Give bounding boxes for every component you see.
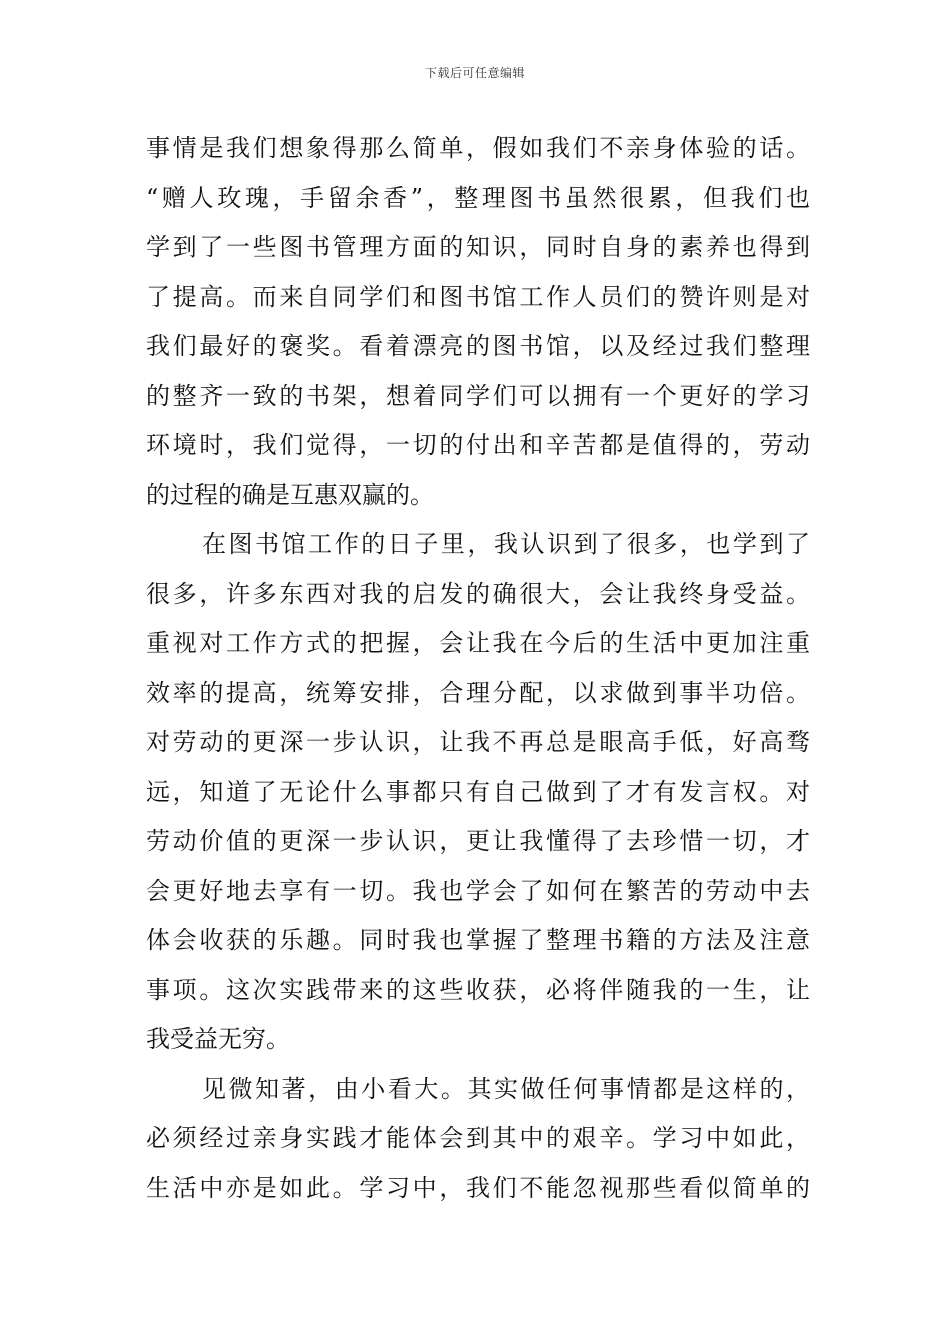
text-line: 我受益无穷。 [146, 1025, 290, 1053]
text-line: 的整齐一致的书架，想着同学们可以拥有一个更好的学习 [146, 381, 810, 410]
text-line: 学到了一些图书管理方面的知识，同时自身的素养也得到 [146, 233, 810, 261]
text-line: 会更好地去享有一切。我也学会了如何在繁苦的劳动中去 [146, 876, 810, 905]
text-line: 很多，许多东西对我的启发的确很大，会让我终身受益。 [146, 579, 810, 608]
text-line: 劳动价值的更深一步认识，更让我懂得了去珍惜一切，才 [146, 827, 810, 855]
page-header: 下载后可任意编辑 [424, 66, 525, 80]
text-line: 效率的提高，统筹安排，合理分配，以求做到事半功倍。 [146, 678, 810, 707]
text-line: “赠人玫瑰，手留余香”，整理图书虽然很累，但我们也 [146, 183, 810, 212]
text-line: 生活中亦是如此。学习中，我们不能忽视那些看似简单的 [146, 1173, 810, 1202]
document-body [146, 124, 810, 1213]
text-line: 体会收获的乐趣。同时我也掌握了整理书籍的方法及注意 [146, 926, 810, 954]
text-line: 事情是我们想象得那么简单，假如我们不亲身体验的话。 [146, 134, 810, 162]
text-line: 远，知道了无论什么事都只有自己做到了才有发言权。对 [146, 777, 810, 806]
text-line: 在图书馆工作的日子里，我认识到了很多，也学到了 [202, 530, 810, 558]
text-line: 了提高。而来自同学们和图书馆工作人员们的赞许则是对 [146, 282, 810, 311]
text-line: 我们最好的褒奖。看着漂亮的图书馆，以及经过我们整理 [146, 332, 810, 360]
text-line: 必须经过亲身实践才能体会到其中的艰辛。学习中如此， [146, 1124, 810, 1152]
text-line: 见微知著，由小看大。其实做任何事情都是这样的， [202, 1074, 810, 1103]
text-line: 环境时，我们觉得，一切的付出和辛苦都是值得的，劳动 [146, 431, 810, 459]
text-line: 的过程的确是互惠双赢的。 [146, 480, 434, 509]
text-line: 对劳动的更深一步认识，让我不再总是眼高手低，好高骛 [146, 728, 810, 756]
text-line: 事项。这次实践带来的这些收获，必将伴随我的一生，让 [146, 975, 810, 1004]
text-line: 重视对工作方式的把握，会让我在今后的生活中更加注重 [146, 629, 810, 657]
